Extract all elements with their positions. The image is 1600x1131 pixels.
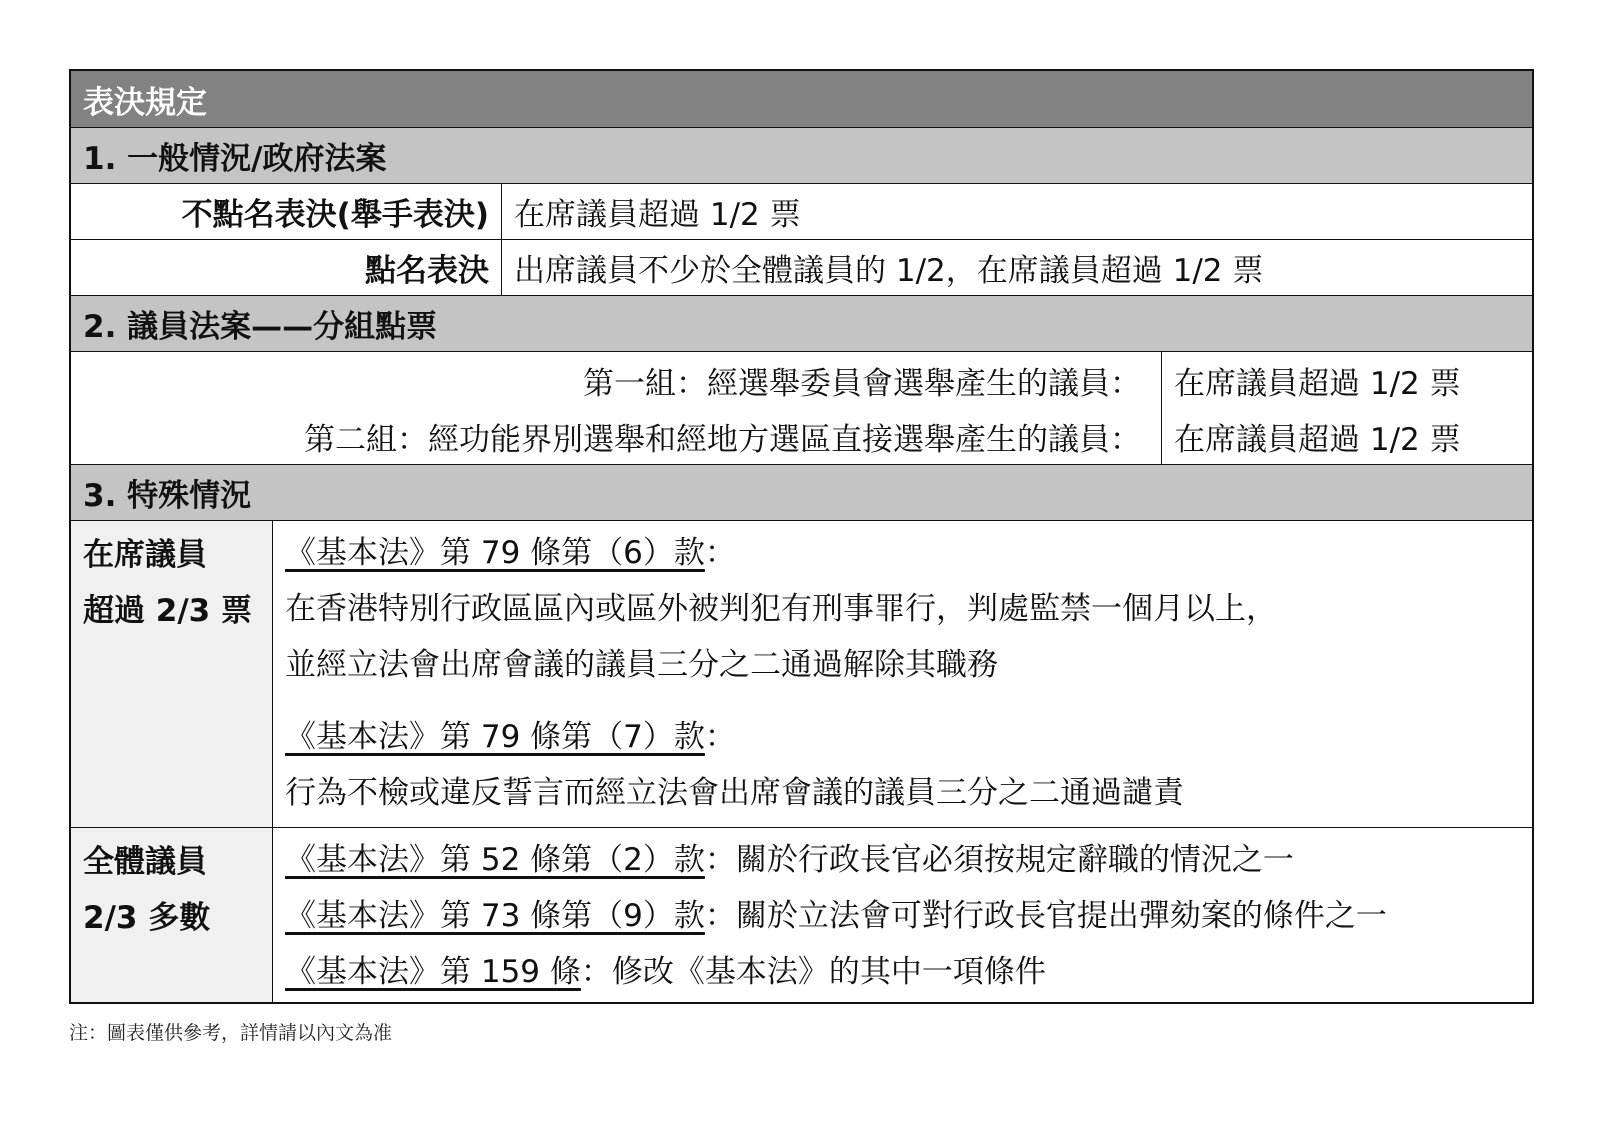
provision-text: 行為不檢或違反誓言而經立法會出席會議的議員三分之二通過譴責 <box>285 774 1184 811</box>
article-reference: 《基本法》第 73 條第（9）款 <box>285 897 705 934</box>
article-reference: 《基本法》第 79 條第（7）款 <box>285 718 705 755</box>
group-value: 在席議員超過 1/2 票 <box>1174 365 1461 402</box>
article-reference: 《基本法》第 159 條 <box>285 953 581 990</box>
table-title: 表決規定 <box>71 71 1532 127</box>
side-label-line: 2/3 多數 <box>83 900 211 936</box>
voting-rules-table <box>69 69 1534 1004</box>
colon: ： <box>704 718 736 755</box>
group-label: 第一組：經選舉委員會選舉產生的議員： <box>583 365 1141 402</box>
special-block-two-thirds-all <box>71 827 1532 1002</box>
provision-line <box>285 940 1532 996</box>
group-labels <box>71 352 1162 464</box>
provision-text: ：關於行政長官必須按規定辭職的情況之一 <box>704 841 1294 878</box>
row-label: 點名表決 <box>71 240 502 295</box>
provision-line <box>285 884 1532 940</box>
provision-heading <box>285 705 1532 761</box>
provision-heading <box>285 521 1532 577</box>
special-block-two-thirds-present <box>71 520 1532 827</box>
group-label: 第二組：經功能界別選舉和經地方選區直接選舉產生的議員： <box>304 421 1141 458</box>
side-label <box>71 828 273 1002</box>
section1-heading: 1. 一般情況/政府法案 <box>71 127 1532 183</box>
side-label <box>71 521 273 827</box>
provision-line <box>285 828 1532 884</box>
row-value: 出席議員不少於全體議員的 1/2，在席議員超過 1/2 票 <box>514 253 1264 289</box>
provision-text: 在香港特別行政區區內或區外被判犯有刑事罪行，判處監禁一個月以上， <box>285 590 1277 627</box>
group-value: 在席議員超過 1/2 票 <box>1174 421 1461 458</box>
side-label-line: 在席議員 <box>83 537 207 573</box>
side-label-line: 全體議員 <box>83 844 207 880</box>
section2-heading: 2. 議員法案——分組點票 <box>71 295 1532 351</box>
row-label: 不點名表決(舉手表決) <box>71 184 502 239</box>
table-row <box>71 183 1532 239</box>
provisions <box>273 828 1532 1002</box>
provision-text: ：修改《基本法》的其中一項條件 <box>580 953 1046 990</box>
footnote: 注：圖表僅供參考，詳情請以內文為准 <box>69 1022 393 1044</box>
section3-heading: 3. 特殊情況 <box>71 464 1532 520</box>
article-reference: 《基本法》第 52 條第（2）款 <box>285 841 705 878</box>
provision-text: ：關於立法會可對行政長官提出彈劾案的條件之一 <box>704 897 1387 934</box>
group-values <box>1162 352 1532 464</box>
colon: ： <box>704 534 736 571</box>
group-block <box>71 351 1532 464</box>
article-reference: 《基本法》第 79 條第（6）款 <box>285 534 705 571</box>
provisions <box>273 521 1532 827</box>
side-label-line: 超過 2/3 票 <box>83 593 253 629</box>
row-value: 在席議員超過 1/2 票 <box>514 197 801 233</box>
table-row <box>71 239 1532 295</box>
provision-text: 並經立法會出席會議的議員三分之二通過解除其職務 <box>285 646 998 683</box>
